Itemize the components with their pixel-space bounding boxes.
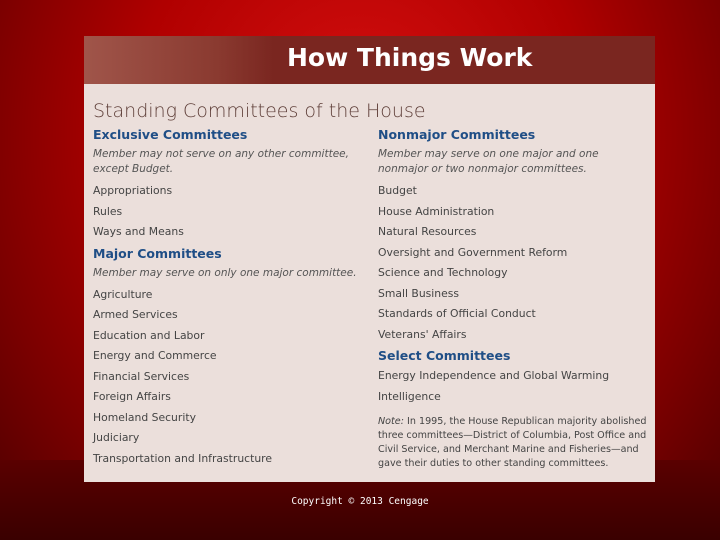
copyright: Copyright © 2013 Cengage [291,496,429,507]
committee-item: Education and Labor [93,328,205,342]
committee-item: Homeland Security [93,410,196,424]
committee-item: Energy and Commerce [93,349,217,362]
section-heading: Nonmajor Committees [378,127,536,142]
committee-item: House Administration [378,204,495,218]
note-label: Note: [378,416,404,427]
committee-item: Financial Services [93,369,190,383]
section-heading: Select Committees [378,348,511,363]
committee-item: Energy Independence and Global Warming [378,369,610,382]
committee-item: Transportation and Infrastructure [93,451,273,465]
note [378,415,648,471]
committee-item: Armed Services [93,308,178,321]
committee-item: Oversight and Government Reform [378,245,568,259]
committee-item: Judiciary [93,431,140,444]
committee-item: Science and Technology [378,266,508,279]
page-title: Standing Committees of the House [93,100,426,122]
section-description: Member may serve on one major and one nonmajor or two nonmajor committees. [378,148,599,175]
section-heading: Major Committees [93,245,222,261]
committee-item: Agriculture [93,287,153,301]
committee-item: Budget [378,184,417,197]
committee-item: Appropriations [93,184,173,197]
committee-item: Veterans' Affairs [378,327,467,341]
section-heading: Exclusive Committees [93,127,248,142]
committee-item: Natural Resources [378,225,477,238]
committee-item: Rules [93,204,123,218]
committee-item: Standards of Official Conduct [378,307,536,320]
left-column [93,124,363,469]
note-text: In 1995, the House Republican majority abolished three committees—District of Columbia, Post Office and Civil Service, and Merchant Marine and Fisheries—and gave their duties to other standing committees. [378,416,647,469]
header-title: How Things Work [287,43,533,72]
slide-panel [84,36,655,482]
section-description: Member may not serve on any other committee, except Budget. [93,148,349,175]
committee-item: Small Business [378,286,460,300]
section-description: Member may serve on only one major committee. [93,266,357,279]
header-banner [84,36,655,84]
handshake-photo [84,36,274,84]
committee-item: Ways and Means [93,225,184,238]
right-column [378,124,648,471]
committee-item: Foreign Affairs [93,390,171,403]
committee-item: Intelligence [378,389,441,403]
